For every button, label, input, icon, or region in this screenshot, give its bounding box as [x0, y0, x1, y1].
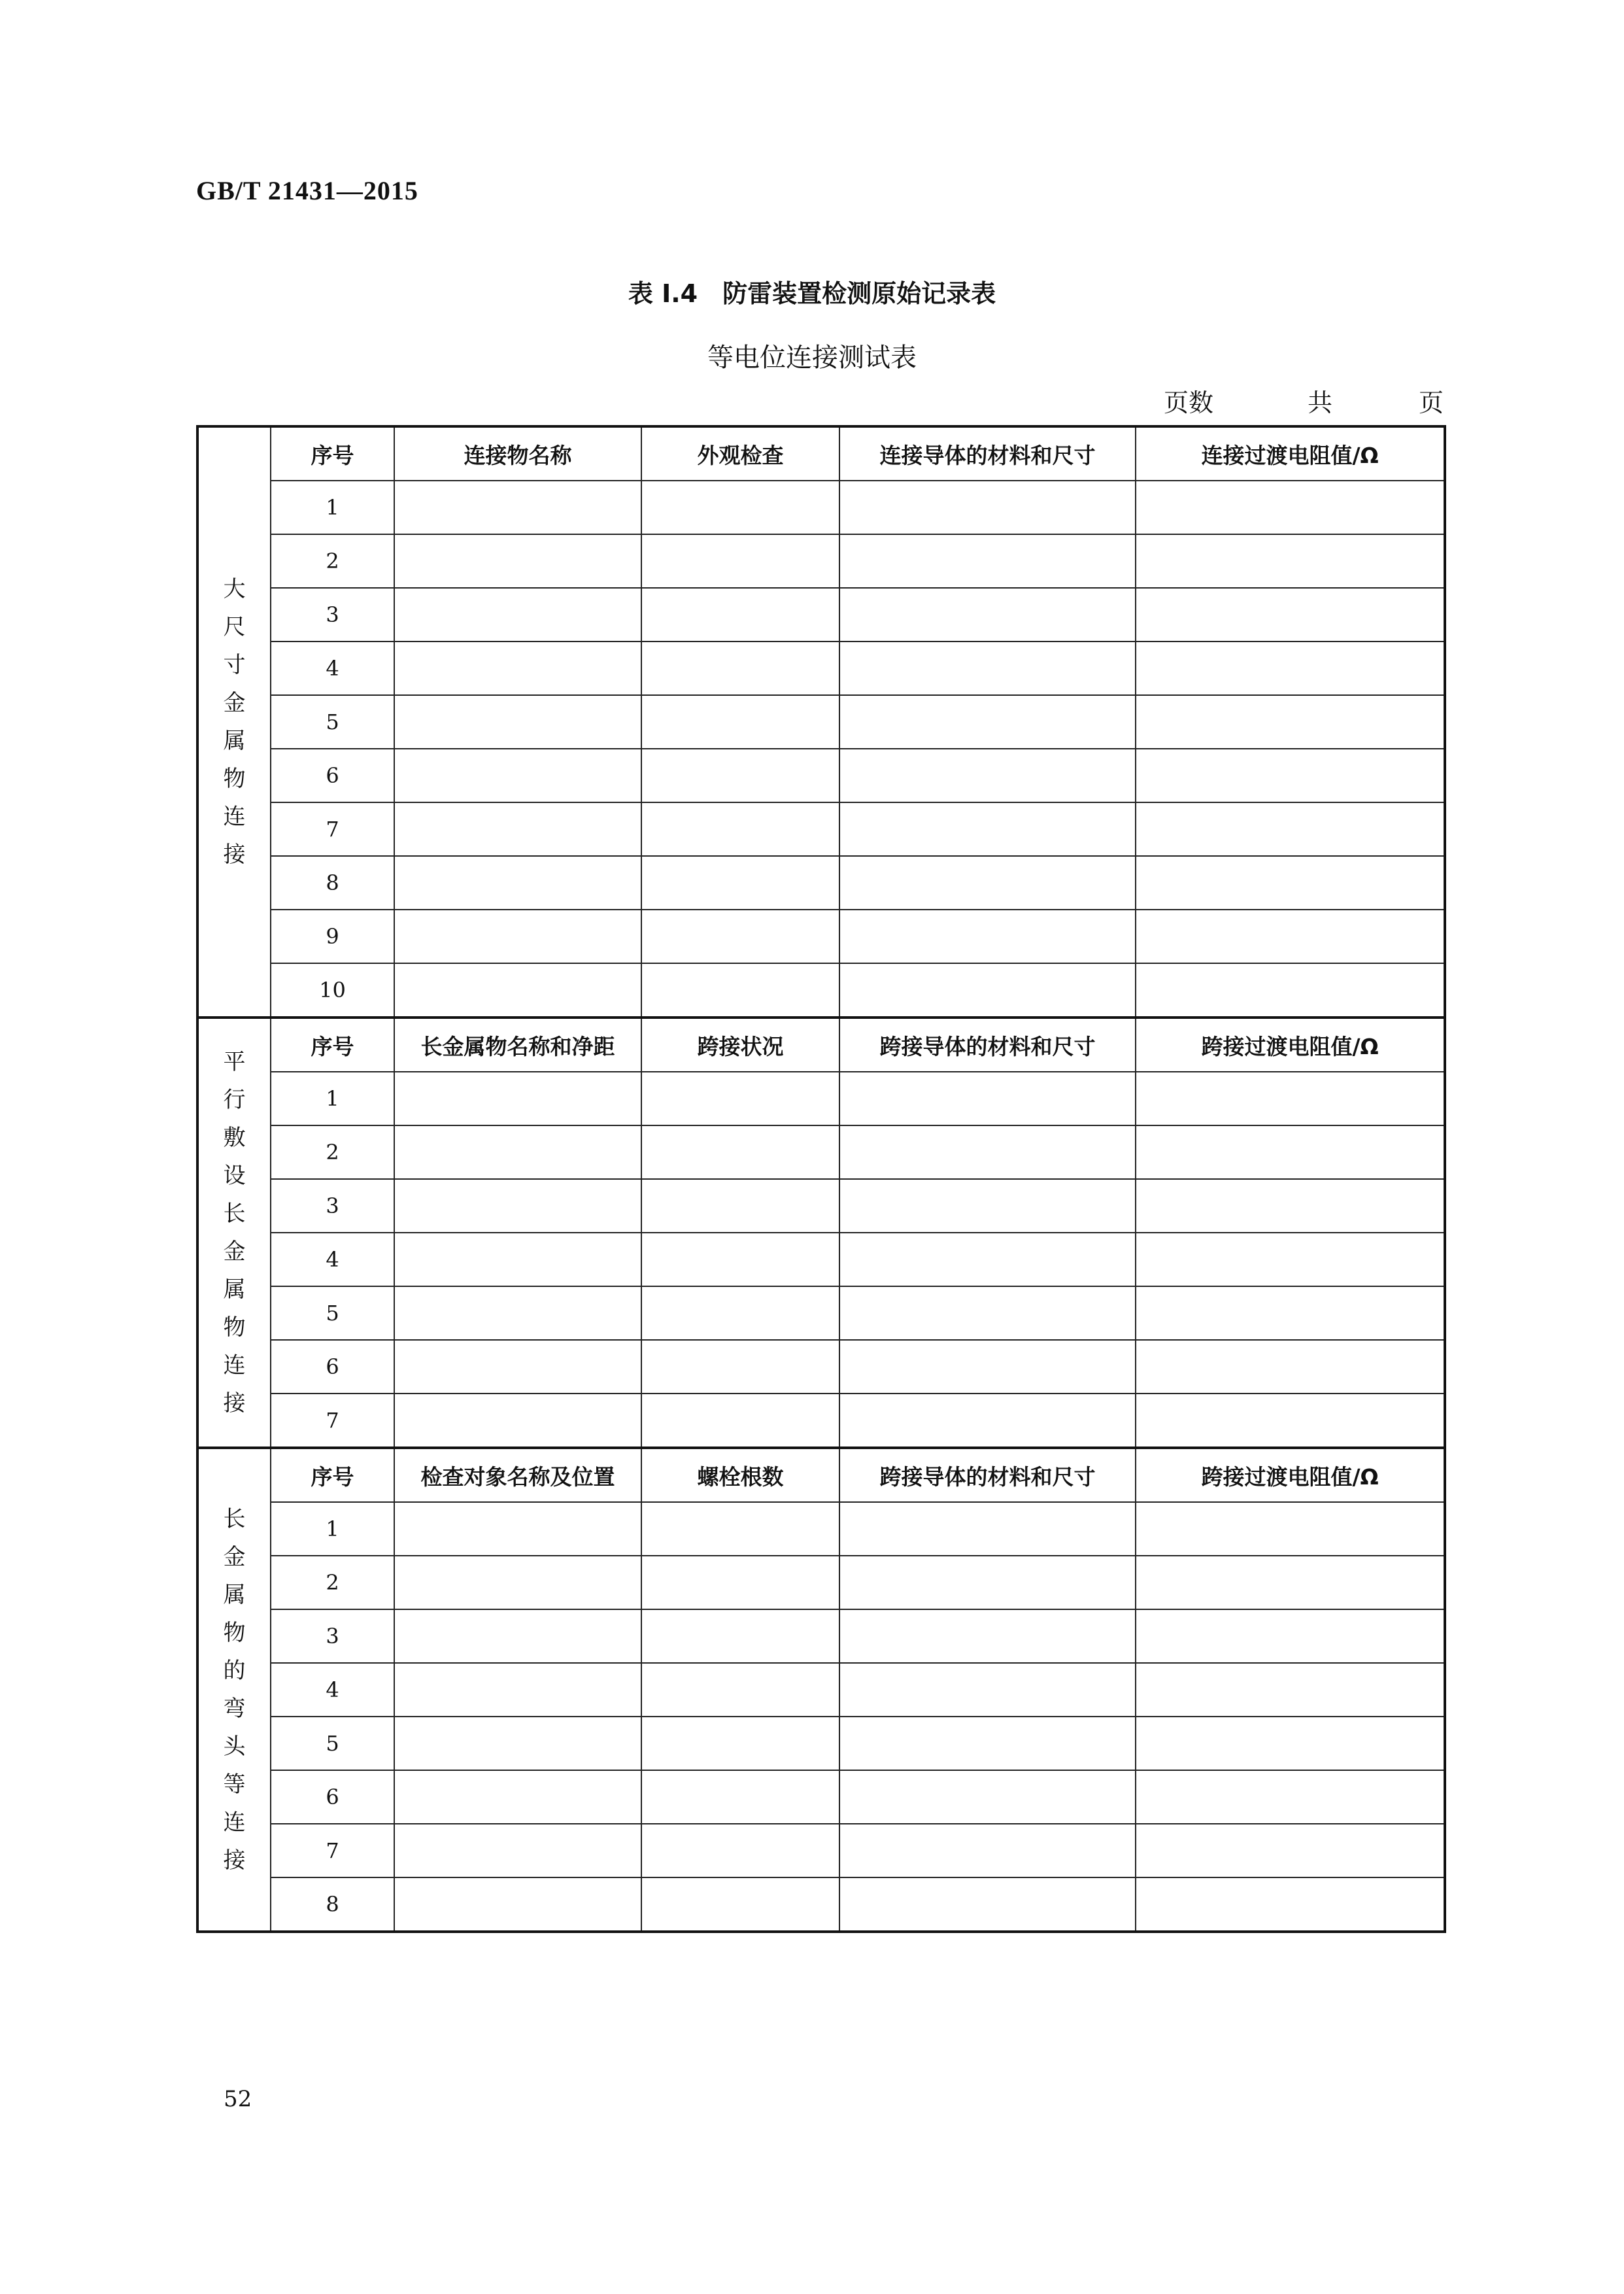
entry-cell[interactable]: [641, 910, 839, 963]
entry-cell[interactable]: [839, 1394, 1136, 1448]
entry-cell[interactable]: [839, 534, 1136, 588]
entry-cell[interactable]: [641, 481, 839, 534]
table-row: [197, 1609, 1445, 1663]
column-header: 连接物名称: [394, 426, 641, 481]
entry-cell[interactable]: [1136, 802, 1445, 856]
entry-cell[interactable]: [1136, 1072, 1445, 1125]
entry-cell[interactable]: [839, 1609, 1136, 1663]
entry-cell[interactable]: [641, 1824, 839, 1877]
row-number: 6: [271, 749, 394, 802]
section-header-row: [197, 426, 1445, 481]
row-number: 7: [271, 802, 394, 856]
entry-cell[interactable]: [839, 1340, 1136, 1394]
entry-cell[interactable]: [641, 1609, 839, 1663]
row-number: 5: [271, 1717, 394, 1770]
column-header: 跨接状况: [641, 1018, 839, 1072]
entry-cell[interactable]: [1136, 963, 1445, 1018]
entry-cell[interactable]: [1136, 588, 1445, 642]
table-row: [197, 642, 1445, 695]
entry-cell[interactable]: [394, 1340, 641, 1394]
table-subtitle: 等电位连接测试表: [707, 343, 917, 373]
entry-cell[interactable]: [839, 695, 1136, 749]
entry-cell[interactable]: [641, 1179, 839, 1233]
entry-cell[interactable]: [1136, 910, 1445, 963]
entry-cell[interactable]: [641, 802, 839, 856]
entry-cell[interactable]: [641, 1770, 839, 1824]
entry-cell[interactable]: [839, 642, 1136, 695]
row-number: 10: [271, 963, 394, 1018]
entry-cell[interactable]: [1136, 1663, 1445, 1717]
entry-cell[interactable]: [839, 1770, 1136, 1824]
entry-cell[interactable]: [1136, 695, 1445, 749]
entry-cell[interactable]: [394, 856, 641, 910]
row-number: 2: [271, 1556, 394, 1609]
entry-cell[interactable]: [1136, 642, 1445, 695]
entry-cell[interactable]: [641, 1072, 839, 1125]
table-row: [197, 695, 1445, 749]
entry-cell[interactable]: [641, 1877, 839, 1932]
row-number: 4: [271, 642, 394, 695]
entry-cell[interactable]: [839, 1072, 1136, 1125]
row-number: 7: [271, 1394, 394, 1448]
entry-cell[interactable]: [839, 749, 1136, 802]
entry-cell[interactable]: [394, 1286, 641, 1340]
entry-cell[interactable]: [394, 1770, 641, 1824]
entry-cell[interactable]: [394, 1717, 641, 1770]
entry-cell[interactable]: [641, 1394, 839, 1448]
column-header: 序号: [271, 1018, 394, 1072]
entry-cell[interactable]: [1136, 1717, 1445, 1770]
row-number: 3: [271, 1179, 394, 1233]
section-header-row: [197, 1018, 1445, 1072]
column-header: 序号: [271, 1448, 394, 1502]
entry-cell[interactable]: [394, 910, 641, 963]
entry-cell[interactable]: [394, 749, 641, 802]
table-row: [197, 1663, 1445, 1717]
entry-cell[interactable]: [641, 1233, 839, 1286]
page-count-label: 页数: [1164, 388, 1214, 417]
entry-cell[interactable]: [1136, 1877, 1445, 1932]
entry-cell[interactable]: [641, 1502, 839, 1556]
page-number: 52: [224, 2086, 252, 2112]
row-number: 6: [271, 1770, 394, 1824]
row-number: 1: [271, 481, 394, 534]
row-number: 7: [271, 1824, 394, 1877]
entry-cell[interactable]: [1136, 1286, 1445, 1340]
entry-cell[interactable]: [1136, 856, 1445, 910]
table-row: [197, 1340, 1445, 1394]
table-row: [197, 802, 1445, 856]
standard-code: GB/T 21431—2015: [196, 176, 418, 205]
column-header: 跨接过渡电阻值/Ω: [1136, 1448, 1445, 1502]
table-row: [197, 1125, 1445, 1179]
equipotential-test-table: [196, 425, 1446, 1933]
entry-cell[interactable]: [839, 1877, 1136, 1932]
entry-cell[interactable]: [394, 481, 641, 534]
column-header: 检查对象名称及位置: [394, 1448, 641, 1502]
entry-cell[interactable]: [839, 1824, 1136, 1877]
table-row: [197, 1286, 1445, 1340]
row-number: 5: [271, 695, 394, 749]
entry-cell[interactable]: [641, 588, 839, 642]
section-group-label: [197, 426, 271, 1018]
entry-cell[interactable]: [641, 749, 839, 802]
table-row: [197, 1072, 1445, 1125]
table-row: [197, 1233, 1445, 1286]
section-group-label-text: 平行敷设长金属物连接: [223, 1049, 246, 1416]
entry-cell[interactable]: [394, 1233, 641, 1286]
entry-cell[interactable]: [839, 1663, 1136, 1717]
table-row: [197, 1770, 1445, 1824]
table-row: [197, 910, 1445, 963]
row-number: 3: [271, 1609, 394, 1663]
row-number: 9: [271, 910, 394, 963]
entry-cell[interactable]: [1136, 1340, 1445, 1394]
column-header: 跨接过渡电阻值/Ω: [1136, 1018, 1445, 1072]
entry-cell[interactable]: [641, 534, 839, 588]
table-row: [197, 1502, 1445, 1556]
table-row: [197, 856, 1445, 910]
entry-cell[interactable]: [839, 481, 1136, 534]
row-number: 5: [271, 1286, 394, 1340]
entry-cell[interactable]: [839, 1233, 1136, 1286]
table-row: [197, 1717, 1445, 1770]
table-title: 表 I.4 防雷装置检测原始记录表: [628, 279, 996, 308]
row-number: 4: [271, 1233, 394, 1286]
entry-cell[interactable]: [641, 1663, 839, 1717]
entry-cell[interactable]: [641, 1340, 839, 1394]
table-row: [197, 963, 1445, 1018]
page-count-page: 页: [1418, 388, 1444, 417]
entry-cell[interactable]: [1136, 481, 1445, 534]
entry-cell[interactable]: [839, 1556, 1136, 1609]
entry-cell[interactable]: [641, 695, 839, 749]
row-number: 1: [271, 1072, 394, 1125]
table-row: [197, 588, 1445, 642]
section-header-row: [197, 1448, 1445, 1502]
entry-cell[interactable]: [394, 642, 641, 695]
page-count-line: [196, 383, 1444, 415]
entry-cell[interactable]: [1136, 534, 1445, 588]
entry-cell[interactable]: [1136, 1824, 1445, 1877]
column-header: 外观检查: [641, 426, 839, 481]
entry-cell[interactable]: [1136, 749, 1445, 802]
row-number: 1: [271, 1502, 394, 1556]
column-header: 长金属物名称和净距: [394, 1018, 641, 1072]
page-count-total: 共: [1308, 388, 1333, 417]
entry-cell[interactable]: [394, 1502, 641, 1556]
table-row: [197, 534, 1445, 588]
entry-cell[interactable]: [839, 856, 1136, 910]
entry-cell[interactable]: [641, 963, 839, 1018]
entry-cell[interactable]: [394, 1663, 641, 1717]
entry-cell[interactable]: [394, 1179, 641, 1233]
entry-cell[interactable]: [1136, 1179, 1445, 1233]
table-row: [197, 1877, 1445, 1932]
row-number: 3: [271, 588, 394, 642]
column-header: 跨接导体的材料和尺寸: [839, 1448, 1136, 1502]
entry-cell[interactable]: [394, 963, 641, 1018]
section-group-label-text: 大尺寸金属物连接: [223, 576, 246, 868]
row-number: 4: [271, 1663, 394, 1717]
entry-cell[interactable]: [1136, 1609, 1445, 1663]
entry-cell[interactable]: [394, 695, 641, 749]
entry-cell[interactable]: [641, 642, 839, 695]
table-row: [197, 749, 1445, 802]
entry-cell[interactable]: [394, 588, 641, 642]
entry-cell[interactable]: [1136, 1125, 1445, 1179]
entry-cell[interactable]: [839, 1179, 1136, 1233]
entry-cell[interactable]: [641, 1717, 839, 1770]
entry-cell[interactable]: [839, 588, 1136, 642]
column-header: 序号: [271, 426, 394, 481]
entry-cell[interactable]: [394, 1609, 641, 1663]
entry-cell[interactable]: [394, 1824, 641, 1877]
entry-cell[interactable]: [641, 856, 839, 910]
table-row: [197, 1394, 1445, 1448]
section-group-label: [197, 1448, 271, 1932]
entry-cell[interactable]: [641, 1556, 839, 1609]
entry-cell[interactable]: [839, 1125, 1136, 1179]
entry-cell[interactable]: [1136, 1770, 1445, 1824]
entry-cell[interactable]: [839, 1717, 1136, 1770]
column-header: 连接过渡电阻值/Ω: [1136, 426, 1445, 481]
entry-cell[interactable]: [394, 1394, 641, 1448]
entry-cell[interactable]: [394, 1877, 641, 1932]
entry-cell[interactable]: [839, 802, 1136, 856]
entry-cell[interactable]: [1136, 1233, 1445, 1286]
entry-cell[interactable]: [1136, 1502, 1445, 1556]
column-header: 螺栓根数: [641, 1448, 839, 1502]
table-row: [197, 1824, 1445, 1877]
row-number: 8: [271, 856, 394, 910]
section-group-label-text: 长金属物的弯头等连接: [223, 1506, 246, 1874]
entry-cell[interactable]: [394, 1125, 641, 1179]
entry-cell[interactable]: [839, 1286, 1136, 1340]
row-number: 6: [271, 1340, 394, 1394]
entry-cell[interactable]: [394, 1072, 641, 1125]
entry-cell[interactable]: [394, 534, 641, 588]
entry-cell[interactable]: [1136, 1556, 1445, 1609]
section-group-label: [197, 1018, 271, 1448]
entry-cell[interactable]: [641, 1286, 839, 1340]
entry-cell[interactable]: [839, 910, 1136, 963]
entry-cell[interactable]: [394, 1556, 641, 1609]
row-number: 2: [271, 534, 394, 588]
row-number: 2: [271, 1125, 394, 1179]
column-header: 跨接导体的材料和尺寸: [839, 1018, 1136, 1072]
entry-cell[interactable]: [1136, 1394, 1445, 1448]
entry-cell[interactable]: [394, 802, 641, 856]
column-header: 连接导体的材料和尺寸: [839, 426, 1136, 481]
table-row: [197, 1556, 1445, 1609]
entry-cell[interactable]: [641, 1125, 839, 1179]
entry-cell[interactable]: [839, 1502, 1136, 1556]
table-row: [197, 481, 1445, 534]
table-row: [197, 1179, 1445, 1233]
row-number: 8: [271, 1877, 394, 1932]
entry-cell[interactable]: [839, 963, 1136, 1018]
